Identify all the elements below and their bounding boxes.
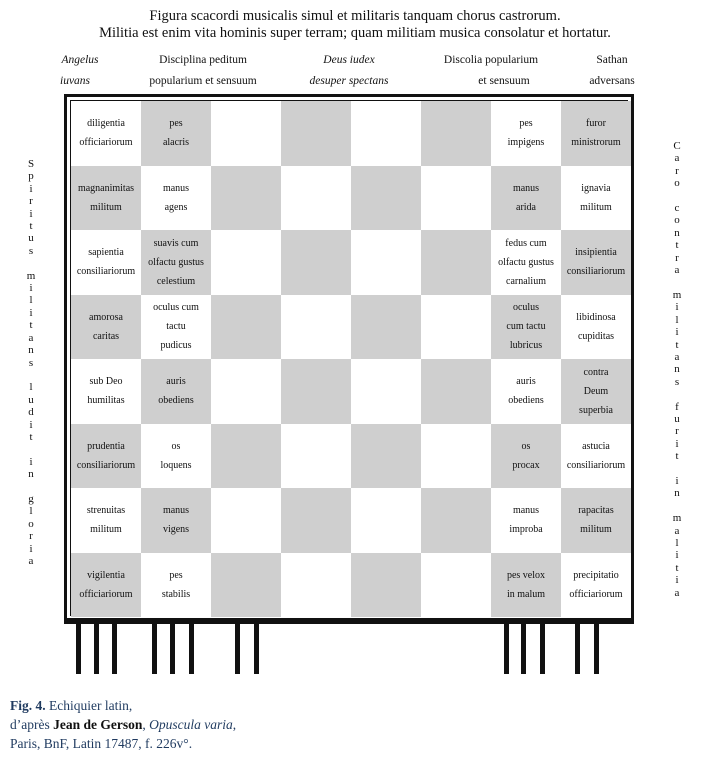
- header-sathan-line-2: adversans: [589, 75, 635, 87]
- square-label: auris obediens: [158, 376, 194, 407]
- square-label: auris obediens: [508, 376, 544, 407]
- caption-line-2-end: ,: [232, 717, 237, 732]
- board-square: [71, 295, 141, 360]
- board-leg: [189, 622, 194, 674]
- board-square: [211, 553, 281, 618]
- square-label: rapacitas militum: [578, 505, 614, 536]
- square-label: amorosa caritas: [89, 311, 123, 342]
- header-disciplina-line-2: popularium et sensuum: [149, 75, 257, 87]
- board-square: [71, 553, 141, 618]
- board-square: [491, 101, 561, 166]
- header-deus-line-2: desuper spectans: [309, 75, 389, 87]
- board-square: [211, 295, 281, 360]
- board-square: [421, 359, 491, 424]
- board-square: [561, 166, 631, 231]
- board-square: [491, 295, 561, 360]
- board-square: [141, 553, 211, 618]
- board-square: [281, 295, 351, 360]
- header-disciplina-line-1: Disciplina peditum: [159, 54, 247, 66]
- board-square: [71, 359, 141, 424]
- square-label: ignavia militum: [580, 182, 612, 213]
- board-square: [211, 488, 281, 553]
- square-label: pes velox in malum: [506, 569, 546, 600]
- board-square: [141, 166, 211, 231]
- board-square: [281, 101, 351, 166]
- board-square: [71, 424, 141, 489]
- square-label: furor ministrorum: [571, 118, 621, 149]
- board-square: [141, 359, 211, 424]
- caption-fig-number: Fig. 4.: [10, 698, 46, 713]
- board-square: [561, 488, 631, 553]
- board-leg: [112, 622, 117, 674]
- board-square: [421, 101, 491, 166]
- board-leg: [594, 622, 599, 674]
- figure-title-line-1: Figura scacordi musicalis simul et militaris tanquam chorus castrorum.: [149, 8, 561, 24]
- board-square: [211, 230, 281, 295]
- square-label: manus improba: [509, 505, 543, 536]
- board-square: [281, 424, 351, 489]
- square-label: pes alacris: [162, 118, 190, 149]
- board-square: [211, 359, 281, 424]
- board-square: [491, 230, 561, 295]
- board-square: [421, 553, 491, 618]
- board-leg: [540, 622, 545, 674]
- board-leg: [170, 622, 175, 674]
- header-sathan: [578, 50, 646, 92]
- board-leg: [254, 622, 259, 674]
- board-leg: [94, 622, 99, 674]
- square-label: oculus cum tactu lubricus: [506, 302, 546, 352]
- side-text-left: S p i r i t u s m i l i t a n s l u d i t i n g l o r i a: [26, 158, 36, 567]
- square-label: fedus cum olfactu gustus carnalium: [498, 237, 554, 287]
- board-square: [421, 230, 491, 295]
- square-label: diligentia officiariorum: [79, 118, 133, 149]
- header-discolia-line-2: et sensuum: [478, 75, 530, 87]
- board-square: [71, 230, 141, 295]
- board-square: [141, 101, 211, 166]
- board-square: [561, 359, 631, 424]
- board-square: [561, 553, 631, 618]
- board-leg: [504, 622, 509, 674]
- board-square: [351, 359, 421, 424]
- board-square: [141, 424, 211, 489]
- board-square: [491, 553, 561, 618]
- board-square: [491, 166, 561, 231]
- board-square: [281, 553, 351, 618]
- chessboard: [71, 101, 631, 617]
- board-square: [351, 101, 421, 166]
- square-label: manus vigens: [162, 505, 190, 536]
- board-leg: [152, 622, 157, 674]
- board-square: [141, 488, 211, 553]
- board-leg: [235, 622, 240, 674]
- square-label: prudentia consiliariorum: [76, 440, 136, 471]
- square-label: strenuitas militum: [86, 505, 126, 536]
- caption-author: Jean de Gerson: [53, 717, 143, 732]
- board-square: [281, 230, 351, 295]
- caption-line-3: Paris, BnF, Latin 17487, f. 226v°.: [10, 736, 193, 751]
- board-square: [71, 101, 141, 166]
- board-square: [351, 166, 421, 231]
- board-square: [491, 424, 561, 489]
- header-discolia: [432, 50, 550, 92]
- square-label: os loquens: [160, 440, 192, 471]
- board-square: [281, 359, 351, 424]
- square-label: contra Deum superbia: [579, 366, 613, 416]
- board-square: [351, 488, 421, 553]
- board-square: [351, 553, 421, 618]
- caption-line-1: [10, 696, 236, 715]
- board-square: [211, 424, 281, 489]
- caption-comma: ,: [142, 717, 150, 732]
- square-label: vigilentia officiariorum: [79, 569, 133, 600]
- board-square: [281, 488, 351, 553]
- board-square: [351, 230, 421, 295]
- board-square: [211, 166, 281, 231]
- board-base-bar: [64, 618, 634, 624]
- square-label: manus arida: [512, 182, 540, 213]
- board-square: [491, 488, 561, 553]
- board-square: [421, 488, 491, 553]
- square-label: manus agens: [162, 182, 190, 213]
- side-text-right: C a r o c o n t r a m i l i t a n s f u r i t i n m a l i t i a: [672, 140, 682, 599]
- board-square: [71, 488, 141, 553]
- square-label: precipitatio officiariorum: [569, 569, 623, 600]
- board-square: [561, 424, 631, 489]
- board-square: [351, 295, 421, 360]
- square-label: pes impigens: [507, 118, 545, 149]
- caption-line-2: [10, 715, 236, 734]
- board-leg: [521, 622, 526, 674]
- caption-title: Echiquier latin,: [45, 698, 133, 713]
- header-disciplina: [135, 50, 271, 92]
- board-square: [561, 295, 631, 360]
- square-label: insipientia consiliariorum: [566, 247, 626, 278]
- header-angelus: [48, 50, 112, 92]
- header-deus: [296, 50, 402, 92]
- board-square: [211, 101, 281, 166]
- header-discolia-line-1: Discolia popularium: [443, 54, 539, 66]
- header-deus-line-1: Deus iudex: [323, 54, 375, 66]
- board-square: [491, 359, 561, 424]
- board-leg: [76, 622, 81, 674]
- header-angelus-line-2: iuvans: [60, 75, 91, 87]
- board-square: [281, 166, 351, 231]
- board-leg: [575, 622, 580, 674]
- caption-work: Opuscula varia: [149, 717, 233, 732]
- figure-caption: [10, 696, 236, 753]
- caption-prefix: d’après: [10, 717, 54, 732]
- board-square: [421, 295, 491, 360]
- board-square: [351, 424, 421, 489]
- square-label: sapientia consiliariorum: [76, 247, 136, 278]
- square-label: sub Deo humilitas: [87, 376, 125, 407]
- board-square: [561, 230, 631, 295]
- square-label: pes stabilis: [161, 569, 191, 600]
- board-square: [561, 101, 631, 166]
- square-label: oculus cum tactu pudicus: [153, 302, 199, 352]
- board-square: [71, 166, 141, 231]
- header-angelus-line-1: Angelus: [61, 54, 99, 66]
- square-label: os procax: [512, 440, 540, 471]
- square-label: suavis cum olfactu gustus celestium: [148, 237, 204, 287]
- board-square: [141, 230, 211, 295]
- board-square: [141, 295, 211, 360]
- header-sathan-line-1: Sathan: [596, 54, 628, 66]
- square-label: libidinosa cupiditas: [576, 311, 616, 342]
- square-label: magnanimitas militum: [77, 182, 135, 213]
- board-square: [421, 424, 491, 489]
- board-square: [421, 166, 491, 231]
- square-label: astucia consiliariorum: [566, 440, 626, 471]
- figure-title-line-2: Militia est enim vita hominis super terram; quam militiam musica consolatur et hortatur.: [99, 25, 611, 41]
